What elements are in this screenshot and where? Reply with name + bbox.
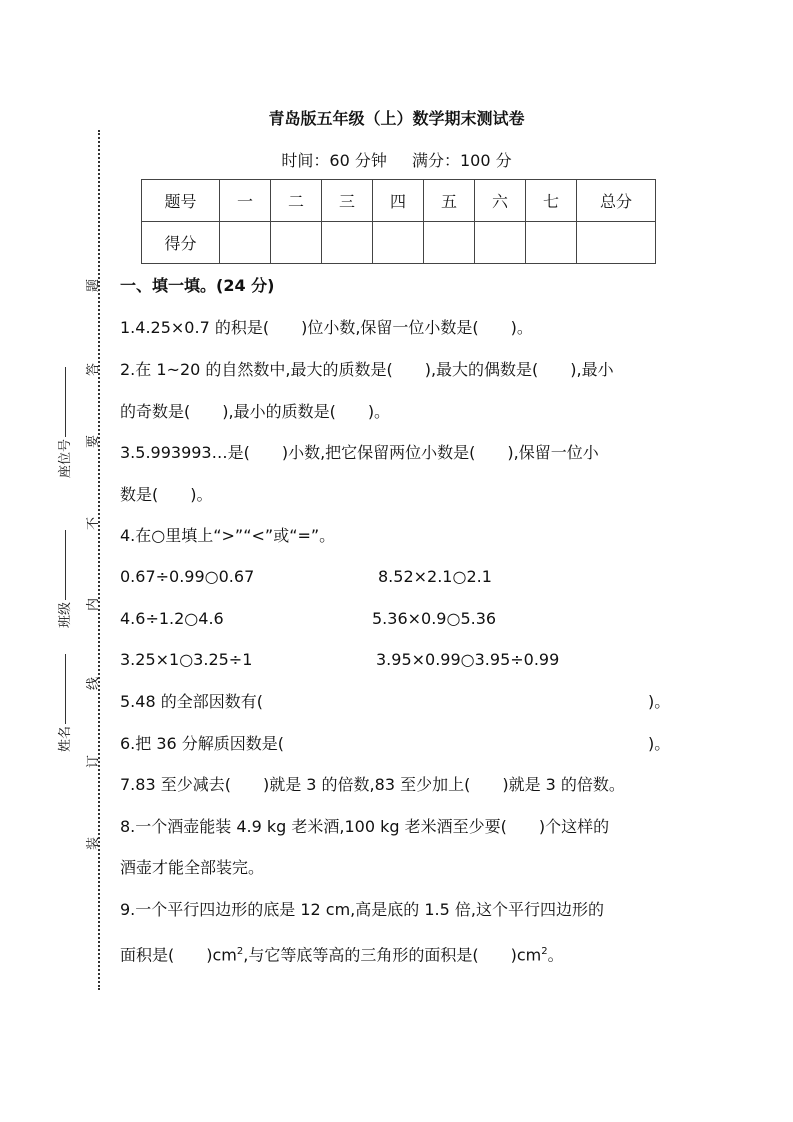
comparison-item: 4.6÷1.2○4.6: [120, 609, 224, 628]
seal-char: 内: [86, 597, 102, 612]
question-6-close: )。: [648, 734, 671, 753]
score-input-cell[interactable]: [220, 222, 271, 264]
question-6: 6.把 36 分解质因数是(: [120, 734, 285, 753]
table-cell: 七: [526, 180, 577, 222]
name-field[interactable]: 姓名: [54, 654, 73, 752]
seal-char: 要: [86, 434, 102, 449]
score-input-cell[interactable]: [577, 222, 656, 264]
table-cell: 得分: [142, 222, 220, 264]
comparison-item: 3.95×0.99○3.95÷0.99: [376, 650, 560, 669]
score-table-score-row: [142, 222, 656, 264]
question-7: 7.83 至少减去( )就是 3 的倍数,83 至少加上( )就是 3 的倍数。: [120, 775, 625, 794]
seal-char: 不: [86, 516, 102, 531]
table-cell: 一: [220, 180, 271, 222]
question-5-close: )。: [648, 692, 671, 711]
score-input-cell[interactable]: [271, 222, 322, 264]
question-9-line-2: 面积是( )$cm^2$,与它等底等高的三角形的面积是( )$cm^2$。: [120, 945, 564, 965]
seat-number-field[interactable]: 座位号: [54, 367, 73, 478]
class-field[interactable]: 班级: [54, 530, 73, 628]
question-9-line-1: 9.一个平行四边形的底是 12 cm,高是底的 1.5 倍,这个平行四边形的: [120, 900, 604, 919]
seal-char: 题: [86, 278, 102, 293]
question-3-line-2: 数是( )。: [120, 485, 213, 504]
time-limit: 时间：60 分钟: [281, 151, 387, 170]
table-cell: 四: [373, 180, 424, 222]
question-2-line-1: 2.在 1~20 的自然数中,最大的质数是( ),最大的偶数是( ),最小: [120, 360, 614, 379]
section-heading: 一、填一填。(24 分): [120, 276, 275, 295]
seal-char: 线: [86, 676, 102, 691]
seal-char: 订: [86, 754, 102, 769]
table-cell: 总分: [577, 180, 656, 222]
table-cell: 三: [322, 180, 373, 222]
question-8-line-1: 8.一个酒壶能装 4.9 kg 老米酒,100 kg 老米酒至少要( )个这样的: [120, 817, 610, 836]
question-2-line-2: 的奇数是( ),最小的质数是( )。: [120, 402, 391, 421]
exam-info: [0, 148, 793, 171]
table-cell: 六: [475, 180, 526, 222]
score-input-cell[interactable]: [475, 222, 526, 264]
binding-dotted-line: [98, 130, 100, 990]
comparison-item: 3.25×1○3.25÷1: [120, 650, 253, 669]
score-input-cell[interactable]: [373, 222, 424, 264]
question-4: 4.在○里填上“>”“<”或“=”。: [120, 526, 336, 545]
question-8-line-2: 酒壶才能全部装完。: [120, 858, 265, 877]
score-input-cell[interactable]: [526, 222, 577, 264]
table-cell: 五: [424, 180, 475, 222]
comparison-item: 5.36×0.9○5.36: [372, 609, 497, 628]
seal-char: 答: [86, 362, 102, 377]
page-title: 青岛版五年级（上）数学期末测试卷: [268, 109, 525, 128]
score-input-cell[interactable]: [322, 222, 373, 264]
table-cell: 题号: [142, 180, 220, 222]
seal-char: 装: [86, 836, 102, 851]
question-3-line-1: 3.5.993993…是( )小数,把它保留两位小数是( ),保留一位小: [120, 443, 599, 462]
score-input-cell[interactable]: [424, 222, 475, 264]
question-5: 5.48 的全部因数有(: [120, 692, 263, 711]
full-score: 满分：100 分: [411, 151, 512, 170]
comparison-item: 0.67÷0.99○0.67: [120, 567, 255, 586]
score-table-header-row: [142, 180, 656, 222]
score-table: [141, 179, 656, 264]
question-1: 1.4.25×0.7 的积是( )位小数,保留一位小数是( )。: [120, 318, 533, 337]
comparison-item: 8.52×2.1○2.1: [378, 567, 492, 586]
table-cell: 二: [271, 180, 322, 222]
